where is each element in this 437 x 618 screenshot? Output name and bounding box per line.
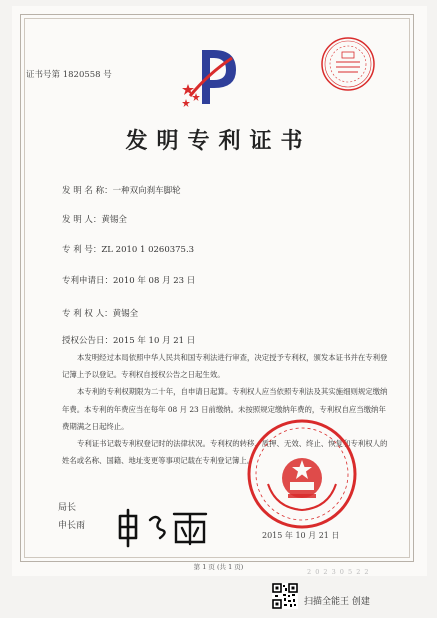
- qr-code-icon: [272, 583, 298, 609]
- field-patent-number: 专 利 号：ZL 2010 1 0260375.3: [62, 245, 195, 255]
- field-patentee: 专 利 权 人：黄锡全: [62, 309, 139, 319]
- watermark-code: 2 0 2 3 0 5 2 2: [307, 568, 370, 576]
- certificate-title: 发明专利证书: [125, 128, 312, 154]
- field-grant-date: 授权公告日：2015 年 10 月 21 日: [62, 336, 196, 346]
- page-number: 第 1 页 (共 1 页): [193, 563, 244, 571]
- field-application-date: 专利申请日：2010 年 08 月 23 日: [62, 276, 196, 286]
- field-inventor: 发 明 人：黄锡全: [62, 215, 127, 225]
- body-paragraph: 专利证书记载专利权登记时的法律状况。专利权的转移、质押、无效、终止、恢复和专利权人的姓名或名称、国籍、地址变更等事项记载在专利登记簿上。: [62, 439, 388, 466]
- director-title: 局长: [58, 503, 77, 513]
- patent-office-logo: [180, 44, 244, 112]
- scanner-watermark: 扫描全能王 创建: [304, 597, 370, 607]
- certificate-number: 证书号第 1820558 号: [26, 70, 112, 80]
- official-red-seal: [246, 418, 358, 530]
- body-paragraph: 本发明经过本局依照中华人民共和国专利法进行审查，决定授予专利权，颁发本证书并在专利登记簿上予以登记。专利权自授权公告之日起生效。: [62, 353, 388, 380]
- field-invention-name: 发 明 名 称：一种双向刹车脚轮: [62, 186, 181, 196]
- small-red-seal: [320, 36, 376, 92]
- signing-date: 2015 年 10 月 21 日: [262, 531, 340, 540]
- body-paragraph: 本专利的专利权期限为二十年，自申请日起算。专利权人应当依照专利法及其实施细则规定缴纳年费。本专利的年费应当在每年 08 月 23 日前缴纳。未按照规定缴纳年费的，专利权自应当缴纳年费期满之日起终止。: [62, 387, 388, 431]
- director-signature: [114, 508, 214, 548]
- director-name: 申长雨: [58, 521, 86, 531]
